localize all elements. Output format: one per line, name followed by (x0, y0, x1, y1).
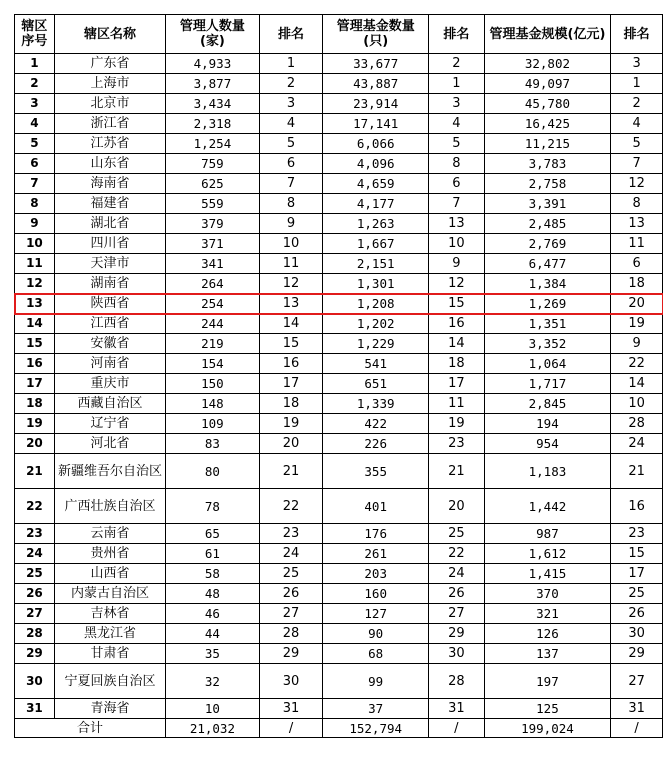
cell-managers: 58 (166, 564, 260, 584)
cell-seq: 17 (15, 374, 55, 394)
cell-name: 天津市 (54, 254, 165, 274)
cell-scale: 32,802 (484, 54, 610, 74)
cell-rank1: 1 (259, 54, 323, 74)
cell-name: 河北省 (54, 434, 165, 454)
cell-rank1: 30 (259, 664, 323, 699)
cell-scale: 2,758 (484, 174, 610, 194)
cell-rank1: 13 (259, 294, 323, 314)
cell-name: 广西壮族自治区 (54, 489, 165, 524)
cell-seq: 26 (15, 584, 55, 604)
cell-rank1: 5 (259, 134, 323, 154)
cell-managers: 154 (166, 354, 260, 374)
cell-rank1: 31 (259, 699, 323, 719)
cell-funds: 401 (323, 489, 429, 524)
cell-name: 河南省 (54, 354, 165, 374)
cell-rank2: 29 (429, 624, 485, 644)
table-row (15, 454, 663, 489)
table-row (15, 544, 663, 564)
cell-rank2: 18 (429, 354, 485, 374)
cell-seq: 5 (15, 134, 55, 154)
cell-name: 四川省 (54, 234, 165, 254)
cell-seq: 19 (15, 414, 55, 434)
cell-rank3: 7 (611, 154, 663, 174)
cell-name: 黑龙江省 (54, 624, 165, 644)
cell-seq: 16 (15, 354, 55, 374)
cell-rank1: 26 (259, 584, 323, 604)
cell-funds: 6,066 (323, 134, 429, 154)
cell-funds: 1,339 (323, 394, 429, 414)
table-row (15, 214, 663, 234)
table-container (14, 14, 663, 738)
cell-scale: 49,097 (484, 74, 610, 94)
cell-seq: 10 (15, 234, 55, 254)
cell-managers: 48 (166, 584, 260, 604)
cell-name: 江苏省 (54, 134, 165, 154)
header-seq: 辖区序号 (15, 15, 55, 54)
cell-rank1: 20 (259, 434, 323, 454)
cell-managers: 83 (166, 434, 260, 454)
cell-managers: 61 (166, 544, 260, 564)
cell-name: 西藏自治区 (54, 394, 165, 414)
cell-rank1: 12 (259, 274, 323, 294)
cell-funds: 99 (323, 664, 429, 699)
table-row (15, 489, 663, 524)
table-row (15, 334, 663, 354)
cell-scale: 1,384 (484, 274, 610, 294)
cell-managers: 559 (166, 194, 260, 214)
cell-funds: 651 (323, 374, 429, 394)
table-row (15, 584, 663, 604)
cell-seq: 27 (15, 604, 55, 624)
cell-seq: 11 (15, 254, 55, 274)
cell-seq: 24 (15, 544, 55, 564)
cell-name: 重庆市 (54, 374, 165, 394)
cell-rank1: 18 (259, 394, 323, 414)
cell-managers: 80 (166, 454, 260, 489)
table-row (15, 154, 663, 174)
cell-rank2: 24 (429, 564, 485, 584)
cell-name: 湖北省 (54, 214, 165, 234)
cell-rank3: 11 (611, 234, 663, 254)
cell-managers: 3,434 (166, 94, 260, 114)
cell-name: 吉林省 (54, 604, 165, 624)
cell-name: 福建省 (54, 194, 165, 214)
table-row (15, 434, 663, 454)
table-row (15, 354, 663, 374)
cell-rank3: 26 (611, 604, 663, 624)
cell-name: 内蒙古自治区 (54, 584, 165, 604)
cell-seq: 14 (15, 314, 55, 334)
cell-rank2: 31 (429, 699, 485, 719)
cell-scale: 3,391 (484, 194, 610, 214)
cell-seq: 22 (15, 489, 55, 524)
cell-name: 云南省 (54, 524, 165, 544)
table-row (15, 274, 663, 294)
cell-managers: 1,254 (166, 134, 260, 154)
cell-managers: 109 (166, 414, 260, 434)
cell-rank3: 18 (611, 274, 663, 294)
cell-rank2: 3 (429, 94, 485, 114)
cell-rank2: 14 (429, 334, 485, 354)
cell-seq: 8 (15, 194, 55, 214)
cell-rank1: 14 (259, 314, 323, 334)
cell-scale: 2,769 (484, 234, 610, 254)
cell-rank1: 29 (259, 644, 323, 664)
cell-rank3: 3 (611, 54, 663, 74)
cell-scale: 194 (484, 414, 610, 434)
cell-name: 北京市 (54, 94, 165, 114)
cell-rank2: 10 (429, 234, 485, 254)
cell-rank2: 5 (429, 134, 485, 154)
cell-seq: 3 (15, 94, 55, 114)
cell-seq: 31 (15, 699, 55, 719)
table-row (15, 94, 663, 114)
cell-rank2: 28 (429, 664, 485, 699)
cell-rank2: 15 (429, 294, 485, 314)
cell-rank1: 10 (259, 234, 323, 254)
cell-scale: 1,269 (484, 294, 610, 314)
table-row (15, 294, 663, 314)
cell-rank3: 8 (611, 194, 663, 214)
cell-managers: 3,877 (166, 74, 260, 94)
cell-rank3: 31 (611, 699, 663, 719)
cell-seq: 15 (15, 334, 55, 354)
cell-scale: 2,845 (484, 394, 610, 414)
cell-managers: 219 (166, 334, 260, 354)
cell-scale: 2,485 (484, 214, 610, 234)
cell-rank3: 27 (611, 664, 663, 699)
cell-name: 安徽省 (54, 334, 165, 354)
cell-rank3: 30 (611, 624, 663, 644)
cell-managers: 32 (166, 664, 260, 699)
cell-scale: 321 (484, 604, 610, 624)
cell-rank3: 4 (611, 114, 663, 134)
cell-seq: 4 (15, 114, 55, 134)
cell-seq: 18 (15, 394, 55, 414)
cell-rank3: 24 (611, 434, 663, 454)
cell-rank1: 19 (259, 414, 323, 434)
cell-managers: 35 (166, 644, 260, 664)
cell-rank1: 22 (259, 489, 323, 524)
cell-rank1: 17 (259, 374, 323, 394)
table-row (15, 664, 663, 699)
total-row (15, 719, 663, 738)
cell-managers: 44 (166, 624, 260, 644)
cell-name: 浙江省 (54, 114, 165, 134)
cell-rank2: 17 (429, 374, 485, 394)
cell-rank2: 7 (429, 194, 485, 214)
cell-scale: 1,442 (484, 489, 610, 524)
cell-rank1: 15 (259, 334, 323, 354)
cell-name: 上海市 (54, 74, 165, 94)
cell-rank2: 12 (429, 274, 485, 294)
cell-rank3: 20 (611, 294, 663, 314)
cell-managers: 254 (166, 294, 260, 314)
total-rank1: / (259, 719, 323, 738)
cell-seq: 23 (15, 524, 55, 544)
cell-rank3: 9 (611, 334, 663, 354)
cell-rank1: 3 (259, 94, 323, 114)
cell-funds: 261 (323, 544, 429, 564)
cell-rank2: 30 (429, 644, 485, 664)
cell-managers: 371 (166, 234, 260, 254)
cell-scale: 1,717 (484, 374, 610, 394)
total-rank3: / (611, 719, 663, 738)
cell-name: 宁夏回族自治区 (54, 664, 165, 699)
table-row (15, 524, 663, 544)
cell-rank3: 12 (611, 174, 663, 194)
cell-funds: 4,659 (323, 174, 429, 194)
table-row (15, 699, 663, 719)
cell-scale: 3,783 (484, 154, 610, 174)
cell-rank3: 15 (611, 544, 663, 564)
cell-managers: 244 (166, 314, 260, 334)
header-rank1: 排名 (259, 15, 323, 54)
cell-funds: 68 (323, 644, 429, 664)
cell-rank3: 5 (611, 134, 663, 154)
cell-funds: 33,677 (323, 54, 429, 74)
table-row (15, 394, 663, 414)
cell-seq: 25 (15, 564, 55, 584)
cell-funds: 1,667 (323, 234, 429, 254)
cell-scale: 987 (484, 524, 610, 544)
cell-scale: 1,183 (484, 454, 610, 489)
table-row (15, 134, 663, 154)
cell-rank2: 21 (429, 454, 485, 489)
cell-rank3: 29 (611, 644, 663, 664)
cell-rank3: 10 (611, 394, 663, 414)
cell-rank3: 16 (611, 489, 663, 524)
table-row (15, 74, 663, 94)
cell-rank2: 2 (429, 54, 485, 74)
cell-rank2: 23 (429, 434, 485, 454)
total-rank2: / (429, 719, 485, 738)
cell-seq: 20 (15, 434, 55, 454)
cell-seq: 9 (15, 214, 55, 234)
cell-rank2: 19 (429, 414, 485, 434)
cell-seq: 12 (15, 274, 55, 294)
cell-managers: 10 (166, 699, 260, 719)
cell-scale: 6,477 (484, 254, 610, 274)
cell-name: 辽宁省 (54, 414, 165, 434)
cell-funds: 203 (323, 564, 429, 584)
cell-rank3: 28 (611, 414, 663, 434)
cell-name: 山西省 (54, 564, 165, 584)
cell-scale: 16,425 (484, 114, 610, 134)
cell-name: 陕西省 (54, 294, 165, 314)
cell-rank3: 19 (611, 314, 663, 334)
table-row (15, 314, 663, 334)
cell-scale: 126 (484, 624, 610, 644)
cell-scale: 11,215 (484, 134, 610, 154)
cell-name: 山东省 (54, 154, 165, 174)
cell-rank1: 6 (259, 154, 323, 174)
cell-rank1: 11 (259, 254, 323, 274)
table-row (15, 254, 663, 274)
cell-rank3: 23 (611, 524, 663, 544)
cell-funds: 176 (323, 524, 429, 544)
cell-rank2: 11 (429, 394, 485, 414)
cell-rank1: 28 (259, 624, 323, 644)
cell-funds: 355 (323, 454, 429, 489)
cell-scale: 1,612 (484, 544, 610, 564)
cell-seq: 21 (15, 454, 55, 489)
table-row (15, 194, 663, 214)
cell-rank1: 21 (259, 454, 323, 489)
jurisdiction-fund-table (14, 14, 663, 738)
cell-funds: 127 (323, 604, 429, 624)
cell-funds: 4,177 (323, 194, 429, 214)
cell-seq: 2 (15, 74, 55, 94)
cell-name: 甘肃省 (54, 644, 165, 664)
cell-name: 湖南省 (54, 274, 165, 294)
cell-funds: 2,151 (323, 254, 429, 274)
cell-funds: 1,229 (323, 334, 429, 354)
cell-rank2: 25 (429, 524, 485, 544)
cell-funds: 226 (323, 434, 429, 454)
cell-managers: 341 (166, 254, 260, 274)
cell-name: 青海省 (54, 699, 165, 719)
table-row (15, 564, 663, 584)
cell-rank3: 2 (611, 94, 663, 114)
cell-funds: 1,263 (323, 214, 429, 234)
cell-seq: 13 (15, 294, 55, 314)
header-row (15, 15, 663, 54)
cell-name: 新疆维吾尔自治区 (54, 454, 165, 489)
table-row (15, 374, 663, 394)
cell-rank3: 17 (611, 564, 663, 584)
header-rank3: 排名 (611, 15, 663, 54)
cell-scale: 45,780 (484, 94, 610, 114)
cell-managers: 65 (166, 524, 260, 544)
cell-rank2: 6 (429, 174, 485, 194)
cell-managers: 625 (166, 174, 260, 194)
header-scale: 管理基金规模(亿元) (484, 15, 610, 54)
cell-funds: 1,202 (323, 314, 429, 334)
cell-managers: 4,933 (166, 54, 260, 74)
cell-rank1: 9 (259, 214, 323, 234)
table-row (15, 174, 663, 194)
cell-managers: 264 (166, 274, 260, 294)
table-row (15, 114, 663, 134)
total-label: 合计 (15, 719, 166, 738)
cell-name: 海南省 (54, 174, 165, 194)
cell-rank2: 16 (429, 314, 485, 334)
header-rank2: 排名 (429, 15, 485, 54)
cell-seq: 29 (15, 644, 55, 664)
cell-rank3: 14 (611, 374, 663, 394)
header-funds: 管理基金数量(只) (323, 15, 429, 54)
table-row (15, 234, 663, 254)
cell-rank1: 24 (259, 544, 323, 564)
cell-rank1: 7 (259, 174, 323, 194)
cell-rank3: 1 (611, 74, 663, 94)
cell-rank2: 4 (429, 114, 485, 134)
cell-funds: 1,301 (323, 274, 429, 294)
cell-rank2: 26 (429, 584, 485, 604)
cell-seq: 30 (15, 664, 55, 699)
cell-funds: 43,887 (323, 74, 429, 94)
cell-rank2: 1 (429, 74, 485, 94)
table-row (15, 604, 663, 624)
cell-name: 江西省 (54, 314, 165, 334)
cell-funds: 1,208 (323, 294, 429, 314)
cell-seq: 28 (15, 624, 55, 644)
cell-managers: 150 (166, 374, 260, 394)
table-row (15, 624, 663, 644)
cell-rank3: 6 (611, 254, 663, 274)
cell-scale: 1,415 (484, 564, 610, 584)
cell-rank1: 25 (259, 564, 323, 584)
cell-funds: 90 (323, 624, 429, 644)
cell-seq: 1 (15, 54, 55, 74)
cell-rank2: 8 (429, 154, 485, 174)
cell-managers: 759 (166, 154, 260, 174)
cell-funds: 422 (323, 414, 429, 434)
cell-rank1: 4 (259, 114, 323, 134)
cell-funds: 37 (323, 699, 429, 719)
cell-managers: 148 (166, 394, 260, 414)
cell-managers: 78 (166, 489, 260, 524)
cell-managers: 2,318 (166, 114, 260, 134)
cell-rank2: 9 (429, 254, 485, 274)
cell-scale: 1,064 (484, 354, 610, 374)
cell-rank2: 20 (429, 489, 485, 524)
cell-rank2: 13 (429, 214, 485, 234)
cell-scale: 954 (484, 434, 610, 454)
cell-rank1: 27 (259, 604, 323, 624)
total-managers: 21,032 (166, 719, 260, 738)
cell-name: 贵州省 (54, 544, 165, 564)
cell-rank3: 21 (611, 454, 663, 489)
cell-scale: 1,351 (484, 314, 610, 334)
cell-managers: 379 (166, 214, 260, 234)
cell-name: 广东省 (54, 54, 165, 74)
cell-funds: 4,096 (323, 154, 429, 174)
cell-scale: 137 (484, 644, 610, 664)
cell-managers: 46 (166, 604, 260, 624)
cell-rank1: 23 (259, 524, 323, 544)
cell-rank1: 2 (259, 74, 323, 94)
cell-funds: 23,914 (323, 94, 429, 114)
cell-funds: 160 (323, 584, 429, 604)
cell-seq: 7 (15, 174, 55, 194)
cell-rank1: 8 (259, 194, 323, 214)
header-managers: 管理人数量(家) (166, 15, 260, 54)
cell-rank3: 13 (611, 214, 663, 234)
table-row (15, 414, 663, 434)
table-row (15, 54, 663, 74)
cell-rank2: 27 (429, 604, 485, 624)
table-row (15, 644, 663, 664)
cell-rank1: 16 (259, 354, 323, 374)
total-scale: 199,024 (484, 719, 610, 738)
cell-scale: 125 (484, 699, 610, 719)
cell-scale: 3,352 (484, 334, 610, 354)
cell-rank3: 25 (611, 584, 663, 604)
cell-scale: 370 (484, 584, 610, 604)
cell-rank3: 22 (611, 354, 663, 374)
total-funds: 152,794 (323, 719, 429, 738)
cell-rank2: 22 (429, 544, 485, 564)
cell-scale: 197 (484, 664, 610, 699)
cell-seq: 6 (15, 154, 55, 174)
cell-funds: 17,141 (323, 114, 429, 134)
header-name: 辖区名称 (54, 15, 165, 54)
cell-funds: 541 (323, 354, 429, 374)
